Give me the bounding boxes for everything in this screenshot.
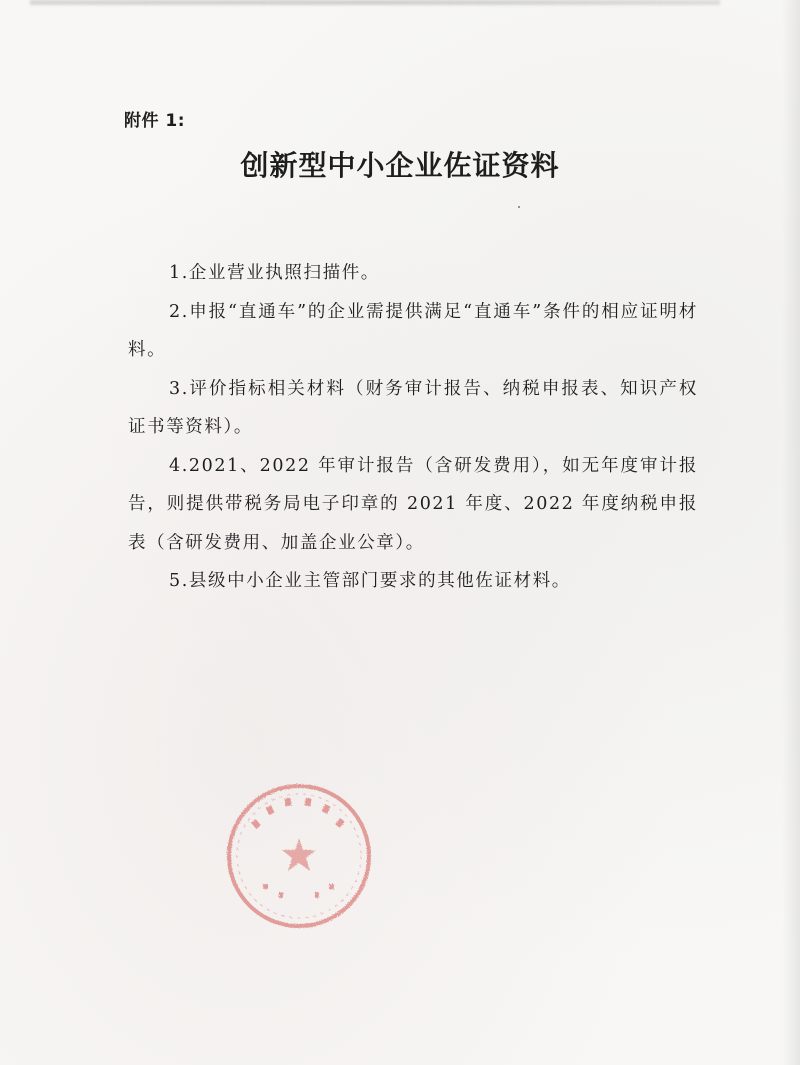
document-title: 创新型中小企业佐证资料: [240, 149, 560, 182]
list-item-3: 3.评价指标相关材料（财务审计报告、纳税申报表、知识产权证书等资料）。: [128, 378, 698, 437]
list-item-1: 1.企业营业执照扫描件。: [169, 263, 380, 283]
scan-bleed-through: [30, 0, 720, 5]
official-seal-stamp: [223, 780, 375, 932]
attachment-label: 附件 1:: [124, 111, 186, 131]
document-body: [128, 254, 698, 601]
scan-speck: [518, 206, 520, 208]
list-item-4: 4.2021、2022 年审计报告（含研发费用），如无年度审计报告，则提供带税务局电子印章的 2021 年度、2022 年度纳税申报表（含研发费用、加盖企业公章）。: [128, 455, 698, 553]
list-item-5: 5.县级中小企业主管部门要求的其他佐证材料。: [169, 571, 571, 591]
list-item-2: 2.申报“直通车”的企业需提供满足“直通车”条件的相应证明材料。: [128, 301, 698, 360]
